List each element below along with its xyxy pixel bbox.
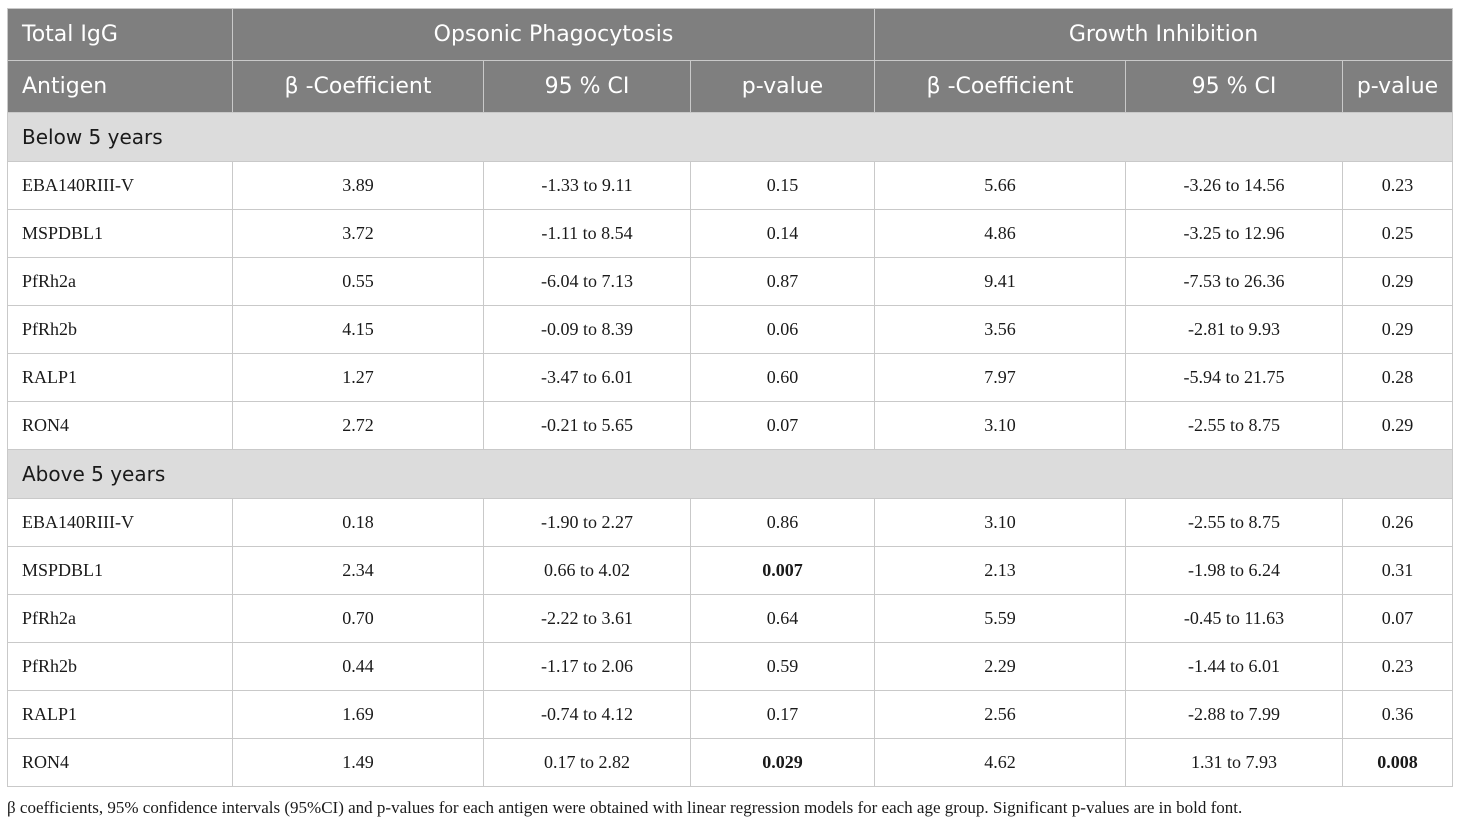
cell-op-ci: 0.17 to 2.82 <box>484 739 691 787</box>
cell-op-p: 0.60 <box>691 354 875 402</box>
header-antigen: Antigen <box>8 61 233 113</box>
group-label: Below 5 years <box>8 113 1453 162</box>
header-gi-beta: β -Coefficient <box>875 61 1126 113</box>
cell-op-ci: -1.90 to 2.27 <box>484 499 691 547</box>
cell-gi-beta: 4.86 <box>875 210 1126 258</box>
cell-gi-ci: 1.31 to 7.93 <box>1126 739 1343 787</box>
table-row <box>8 354 1453 402</box>
cell-op-beta: 1.49 <box>233 739 484 787</box>
cell-op-p: 0.59 <box>691 643 875 691</box>
table-row <box>8 739 1453 787</box>
cell-gi-p: 0.008 <box>1343 739 1453 787</box>
header-gi-ci: 95 % CI <box>1126 61 1343 113</box>
table-row <box>8 499 1453 547</box>
table-header <box>8 9 1453 113</box>
header-opsonic-phagocytosis: Opsonic Phagocytosis <box>233 9 875 61</box>
cell-gi-beta: 2.29 <box>875 643 1126 691</box>
cell-op-ci: -6.04 to 7.13 <box>484 258 691 306</box>
cell-op-p: 0.87 <box>691 258 875 306</box>
table-row <box>8 691 1453 739</box>
cell-gi-beta: 4.62 <box>875 739 1126 787</box>
cell-gi-p: 0.29 <box>1343 258 1453 306</box>
cell-gi-p: 0.23 <box>1343 162 1453 210</box>
cell-gi-p: 0.29 <box>1343 402 1453 450</box>
cell-gi-beta: 5.66 <box>875 162 1126 210</box>
cell-op-p: 0.86 <box>691 499 875 547</box>
cell-op-p: 0.14 <box>691 210 875 258</box>
cell-op-beta: 2.34 <box>233 547 484 595</box>
cell-op-p: 0.06 <box>691 306 875 354</box>
cell-gi-beta: 2.13 <box>875 547 1126 595</box>
cell-op-ci: -1.11 to 8.54 <box>484 210 691 258</box>
cell-gi-p: 0.26 <box>1343 499 1453 547</box>
cell-op-beta: 1.27 <box>233 354 484 402</box>
cell-op-beta: 4.15 <box>233 306 484 354</box>
group-row <box>8 450 1453 499</box>
header-row-sub <box>8 61 1453 113</box>
cell-antigen: EBA140RIII-V <box>8 162 233 210</box>
cell-op-beta: 0.18 <box>233 499 484 547</box>
cell-gi-ci: -2.81 to 9.93 <box>1126 306 1343 354</box>
cell-antigen: EBA140RIII-V <box>8 499 233 547</box>
table-row <box>8 402 1453 450</box>
cell-op-ci: -0.21 to 5.65 <box>484 402 691 450</box>
cell-op-p: 0.15 <box>691 162 875 210</box>
header-total-igg: Total IgG <box>8 9 233 61</box>
cell-gi-p: 0.23 <box>1343 643 1453 691</box>
cell-gi-ci: -3.25 to 12.96 <box>1126 210 1343 258</box>
cell-op-p: 0.07 <box>691 402 875 450</box>
table-body <box>8 113 1453 787</box>
cell-op-ci: -1.17 to 2.06 <box>484 643 691 691</box>
cell-op-beta: 2.72 <box>233 402 484 450</box>
cell-gi-p: 0.29 <box>1343 306 1453 354</box>
cell-gi-beta: 5.59 <box>875 595 1126 643</box>
table-row <box>8 306 1453 354</box>
results-table-container <box>7 8 1452 787</box>
cell-op-p: 0.029 <box>691 739 875 787</box>
cell-op-ci: -0.74 to 4.12 <box>484 691 691 739</box>
cell-antigen: RON4 <box>8 402 233 450</box>
cell-op-beta: 0.55 <box>233 258 484 306</box>
cell-gi-ci: -1.44 to 6.01 <box>1126 643 1343 691</box>
cell-antigen: PfRh2a <box>8 595 233 643</box>
cell-antigen: RALP1 <box>8 691 233 739</box>
table-row <box>8 547 1453 595</box>
cell-antigen: MSPDBL1 <box>8 547 233 595</box>
table-row <box>8 643 1453 691</box>
header-op-p: p-value <box>691 61 875 113</box>
header-op-beta: β -Coefficient <box>233 61 484 113</box>
header-growth-inhibition: Growth Inhibition <box>875 9 1453 61</box>
cell-op-ci: -3.47 to 6.01 <box>484 354 691 402</box>
cell-op-ci: -2.22 to 3.61 <box>484 595 691 643</box>
cell-op-beta: 3.72 <box>233 210 484 258</box>
cell-antigen: RALP1 <box>8 354 233 402</box>
cell-gi-beta: 9.41 <box>875 258 1126 306</box>
cell-gi-p: 0.36 <box>1343 691 1453 739</box>
group-row <box>8 113 1453 162</box>
cell-antigen: RON4 <box>8 739 233 787</box>
cell-antigen: MSPDBL1 <box>8 210 233 258</box>
cell-gi-ci: -5.94 to 21.75 <box>1126 354 1343 402</box>
cell-antigen: PfRh2b <box>8 643 233 691</box>
cell-gi-ci: -2.55 to 8.75 <box>1126 499 1343 547</box>
cell-op-ci: -0.09 to 8.39 <box>484 306 691 354</box>
cell-gi-beta: 3.10 <box>875 402 1126 450</box>
header-op-ci: 95 % CI <box>484 61 691 113</box>
cell-gi-p: 0.28 <box>1343 354 1453 402</box>
cell-op-p: 0.17 <box>691 691 875 739</box>
cell-op-ci: -1.33 to 9.11 <box>484 162 691 210</box>
results-table <box>7 8 1453 787</box>
header-gi-p: p-value <box>1343 61 1453 113</box>
table-row <box>8 258 1453 306</box>
cell-gi-ci: -1.98 to 6.24 <box>1126 547 1343 595</box>
table-row <box>8 162 1453 210</box>
header-row-top <box>8 9 1453 61</box>
cell-gi-ci: -2.55 to 8.75 <box>1126 402 1343 450</box>
cell-op-p: 0.007 <box>691 547 875 595</box>
group-label: Above 5 years <box>8 450 1453 499</box>
cell-op-ci: 0.66 to 4.02 <box>484 547 691 595</box>
cell-gi-ci: -0.45 to 11.63 <box>1126 595 1343 643</box>
cell-op-beta: 0.70 <box>233 595 484 643</box>
cell-gi-beta: 2.56 <box>875 691 1126 739</box>
cell-gi-beta: 3.56 <box>875 306 1126 354</box>
cell-antigen: PfRh2a <box>8 258 233 306</box>
cell-gi-ci: -2.88 to 7.99 <box>1126 691 1343 739</box>
cell-op-beta: 0.44 <box>233 643 484 691</box>
cell-op-p: 0.64 <box>691 595 875 643</box>
cell-gi-ci: -3.26 to 14.56 <box>1126 162 1343 210</box>
cell-gi-beta: 3.10 <box>875 499 1126 547</box>
table-row <box>8 595 1453 643</box>
cell-antigen: PfRh2b <box>8 306 233 354</box>
cell-op-beta: 3.89 <box>233 162 484 210</box>
cell-gi-p: 0.25 <box>1343 210 1453 258</box>
cell-gi-beta: 7.97 <box>875 354 1126 402</box>
cell-gi-ci: -7.53 to 26.36 <box>1126 258 1343 306</box>
table-row <box>8 210 1453 258</box>
cell-op-beta: 1.69 <box>233 691 484 739</box>
cell-gi-p: 0.07 <box>1343 595 1453 643</box>
table-footnote: β coefficients, 95% confidence intervals (95%CI) and p-values for each antigen were obtained with linear regression models for each age group. Significant p-values are in bold font. <box>7 798 1243 817</box>
cell-gi-p: 0.31 <box>1343 547 1453 595</box>
